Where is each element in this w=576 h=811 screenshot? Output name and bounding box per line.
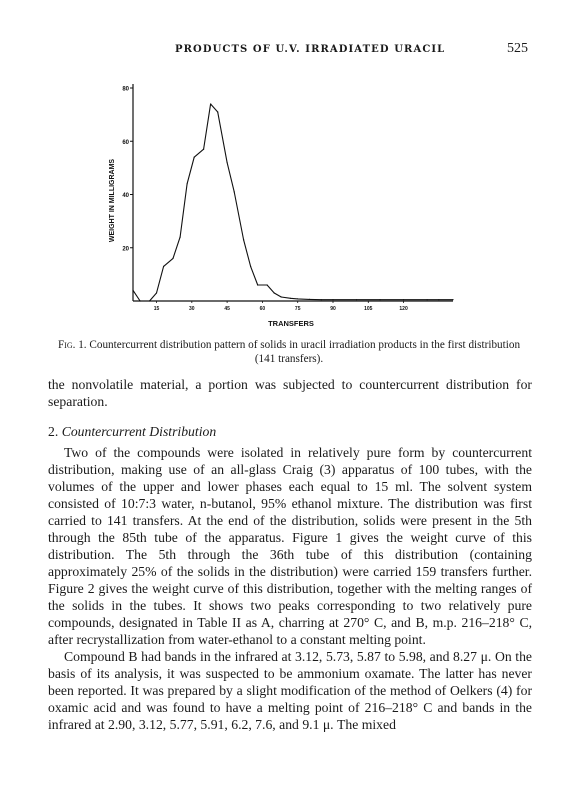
running-head <box>0 41 576 60</box>
y-tick-label: 40 <box>122 193 129 199</box>
data-point <box>234 191 235 192</box>
paragraph-distribution: Two of the compounds were isolated in relatively pure form by countercurrent distribution, making use of an all-glass Craig (3) apparatus of 100 tubes, with the volumes of the upper and lower phases each equal to 15 ml. The solvent system consisted of 10:7:3 water, n-butanol, 95% ethanol mixture. The distribution was first carried to 141 transfers. At the end of the distribution, solids were present in the 5th through the 85th tube of the apparatus. Figure 1 gives the weight curve of this distribution. The 5th through the 36th tube of this distribution (containing approximately 25% of the solids in the distribution) were carried 159 transfers further. Figure 2 gives the weight curve of this distribution, together with the melting ranges of the solids in the tubes. It shows two peaks corresponding to two relatively pure compounds, designated in Table II as A, charring at 270° C, and B, m.p. 216–218° C, after recrystallization from water-ethanol to a constant melting point. <box>48 445 532 647</box>
data-point <box>156 292 157 293</box>
data-point <box>332 299 333 300</box>
data-point <box>403 299 404 300</box>
y-axis-title: WEIGHT IN MILLIGRAMS <box>109 158 116 243</box>
data-point <box>274 292 275 293</box>
data-point <box>438 299 439 300</box>
data-point <box>210 103 211 104</box>
data-point <box>309 299 310 300</box>
series-line <box>133 104 453 301</box>
paragraph-compound-b: Compound B had bands in the infrared at 3.12, 5.73, 5.87 to 5.98, and 8.27 μ. On the basis of its analysis, it was suspected to be ammonium oxamate. The latter has never been reported. It was prepared by a slight modification of the method of Oelkers (4) for oxamic acid and was found to have a melting point of 216–218° C and bands in the infrared at 2.90, 3.12, 5.77, 5.91, 6.2, 7.6, and 9.1 μ. The mixed <box>48 649 532 732</box>
x-tick-label: 45 <box>224 306 230 312</box>
x-tick-label: 30 <box>189 306 195 312</box>
body-text <box>48 376 532 733</box>
figure-caption <box>48 338 530 366</box>
data-point <box>257 284 258 285</box>
x-tick-label: 75 <box>294 306 301 312</box>
data-point <box>179 237 180 238</box>
data-point <box>427 299 428 300</box>
data-point <box>187 183 188 184</box>
data-point <box>297 298 298 299</box>
figure-1-chart <box>100 76 480 336</box>
data-point <box>227 162 228 163</box>
data-point <box>281 296 282 297</box>
data-point <box>194 157 195 158</box>
data-point <box>267 284 268 285</box>
data-point <box>217 111 218 112</box>
data-point <box>321 299 322 300</box>
section-number: 2. <box>48 424 62 439</box>
caption-label: Fig. 1. <box>57 339 87 351</box>
data-point <box>452 299 453 300</box>
data-point <box>172 258 173 259</box>
data-point <box>149 300 150 301</box>
data-point <box>203 149 204 150</box>
x-tick-label: 90 <box>330 306 336 312</box>
x-tick-label: 105 <box>364 306 373 312</box>
page-number: 525 <box>507 41 528 56</box>
data-point <box>379 299 380 300</box>
running-title: PRODUCTS OF U.V. IRRADIATED URACIL <box>175 44 446 55</box>
y-tick-label: 20 <box>122 246 129 253</box>
paragraph-continuation: the nonvolatile material, a portion was subjected to countercurrent distribution for separation. <box>48 377 532 409</box>
x-tick-label: 15 <box>153 306 160 312</box>
data-point <box>290 298 291 299</box>
data-point <box>250 266 251 267</box>
y-tick-label: 60 <box>122 139 129 146</box>
data-point <box>243 239 244 240</box>
caption-text: Countercurrent distribution pattern of solids in uracil irradiation products in the first distribution (141 transfers). <box>86 339 521 365</box>
y-tick-label: 80 <box>122 86 129 93</box>
data-point <box>356 299 357 300</box>
data-point <box>139 300 140 301</box>
x-tick-label: 120 <box>399 306 408 312</box>
data-point <box>132 290 133 291</box>
data-point <box>163 266 164 267</box>
section-heading <box>48 423 532 440</box>
x-tick-label: 60 <box>259 306 266 312</box>
x-axis-title: TRANSFERS <box>268 319 314 328</box>
section-title: Countercurrent Distribution <box>61 424 217 439</box>
